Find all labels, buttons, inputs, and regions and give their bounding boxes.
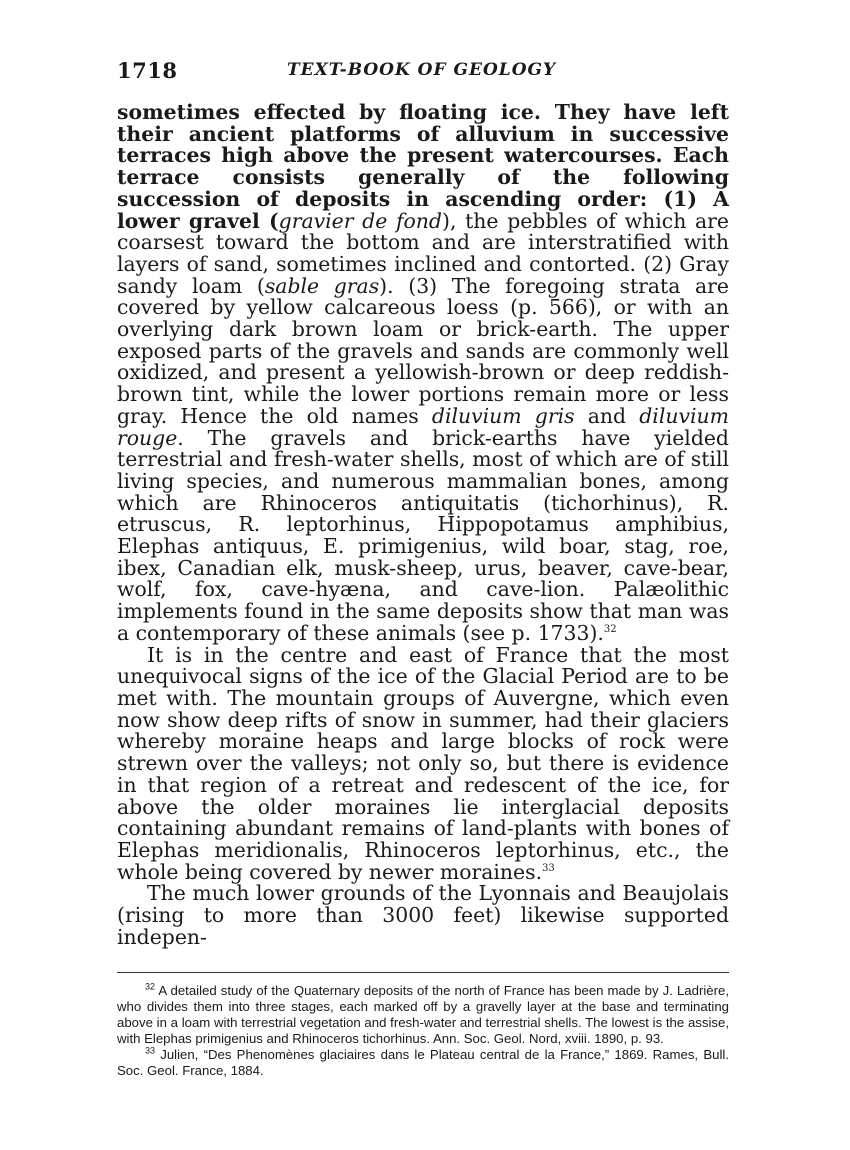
footnote-mark: 33 [145,1046,156,1057]
book-page [117,58,729,1079]
footnotes [117,983,729,1079]
footnote-33: $^{33}$ Julien, “Des Phenomènes glaciaires dans le Plateau central de la France,” 1869. Rames, Bull. Soc. Geol. France, 1884. [117,1046,729,1079]
paragraph-1: sometimes effected by floating ice. They have left their ancient platforms of alluvium in successive terraces high above the present watercourses. Each terrace consists generally of the following succession of deposits in ascending order: (1) A lower gravel (gravier de fond), the pebbles of which are coarsest toward the bottom and are interstratified with layers of sand, sometimes inclined and contorted. (2) Gray sandy loam (sable gras). (3) The foregoing strata are covered by yellow calcareous loess (p. 566), or with an overlying dark brown loam or brick-earth. The upper exposed parts of the gravels and sands are commonly well oxidized, and present a yellowish-brown or deep reddish-brown tint, while the lower portions remain more or less gray. Hence the old names diluvium gris and diluvium rouge. The gravels and brick-earths have yielded terrestrial and fresh-water shells, most of which are of still living species, and numerous mammalian bones, among which are Rhinoceros antiquitatis (tichorhinus), R. etruscus, R. leptorhinus, Hippopotamus amphibius, Elephas antiquus, E. primigenius, wild boar, stag, roe, ibex, Canadian elk, musk-sheep, urus, beaver, cave-bear, wolf, fox, cave-hyæna, and cave-lion. Palæolithic implements found in the same deposits show that man was a contemporary of these animals (see p. 1733).$^{32}$ [117,100,729,645]
page-header [117,58,729,88]
footnote-ref-33[interactable]: 33 [542,862,555,874]
footnote-mark: 32 [145,982,156,993]
footnote-divider [117,972,729,973]
page-number: 1718 [117,58,178,83]
footnote-ref-32[interactable]: 32 [603,624,617,636]
footnote-32: $^{32}$ A detailed study of the Quaternary deposits of the north of France has been made by J. Ladrière, who divides them into three stages, each marked off by a gravelly layer at the base and terminating above in a loam with terrestrial vegetation and fresh-water and terrestrial shells. The lowest is the assise, with Elephas primigenius and Rhinoceros tichorhinus. Ann. Soc. Geol. Nord, xviii. 1890, p. 93. [117,982,729,1047]
body-text [117,102,729,948]
running-head: TEXT-BOOK OF GEOLOGY [287,60,557,80]
paragraph-3: The much lower grounds of the Lyonnais and Beaujolais (rising to more than 3000 feet) likewise supported indepen- [117,881,729,949]
paragraph-2: It is in the centre and east of France that the most unequivocal signs of the ice of the Glacial Period are to be met with. The mountain groups of Auvergne, which even now show deep rifts of snow in summer, had their glaciers whereby moraine heaps and large blocks of rock were strewn over the valleys; not only so, but there is evidence in that region of a retreat and redescent of the ice, for above the older moraines lie interglacial deposits containing abundant remains of land-plants with bones of Elephas meridionalis, Rhinoceros leptorhinus, etc., the whole being covered by newer moraines.$^{33}$ [117,642,729,884]
